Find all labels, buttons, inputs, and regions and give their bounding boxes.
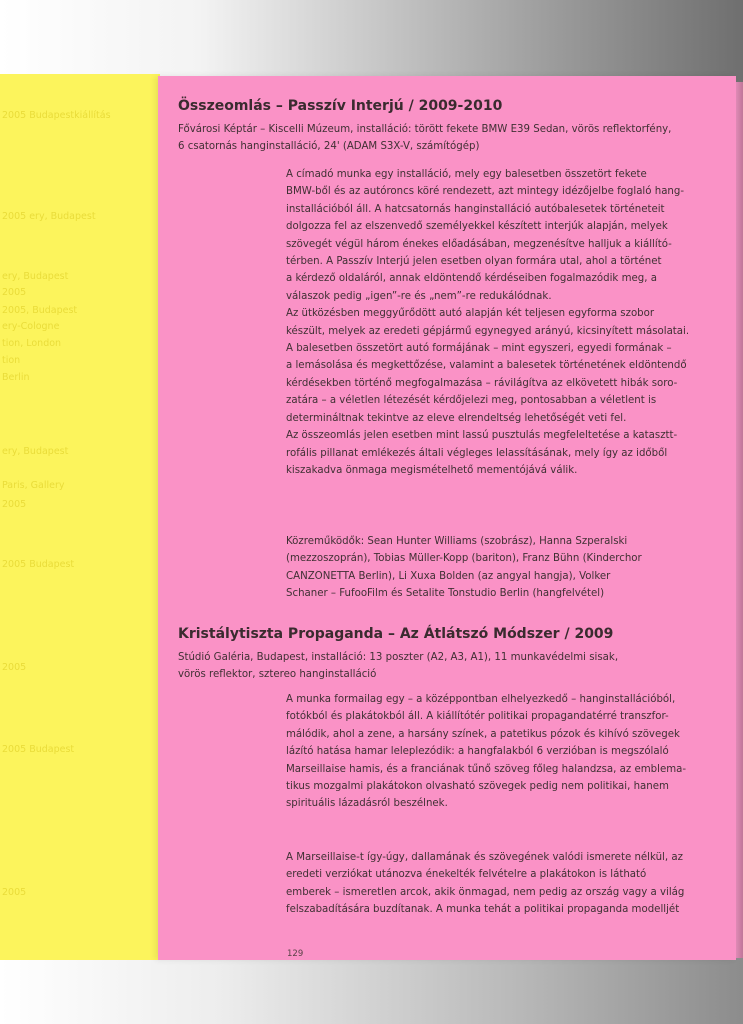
text-line: zatára – a véletlen létezését kérdőjelezi meg, pontosabban a véletlent is [286, 395, 657, 407]
left-page-text-fragment: Berlin [2, 372, 30, 383]
text-line: kiszakadva önmaga megismételhető mementójává válik. [286, 464, 578, 476]
text-line: emberek – ismeretlen arcok, akik önmagad, nem pedig az ország vagy a világ [286, 886, 685, 898]
meta-line: Fővárosi Képtár – Kiscelli Múzeum, installáció: törött fekete BMW E39 Sedan, vörös reflektorfény, [178, 124, 672, 135]
left-page-text-fragment: 2005, Budapest [2, 305, 78, 316]
left-page-text-fragment: 2005 [2, 662, 27, 673]
section-meta-osszeomlas [178, 121, 723, 155]
left-facing-page [0, 74, 160, 960]
left-page-text-fragment: ery-Cologne [2, 321, 60, 332]
left-page-text-fragment: ery, Budapest [2, 271, 69, 282]
text-line: tikus mozgalmi plakátokon olvasható szövegek pedig nem politikai, hanem [286, 781, 669, 793]
text-line: felszabadítására buzdítanak. A munka tehát a politikai propaganda modelljét [286, 904, 680, 916]
text-line: rofális pillanat emlékezés általi végleges lelassításának, mely így az időből [286, 447, 668, 459]
left-page-text-fragment: ery, Budapest [2, 446, 69, 457]
text-line: (mezzoszoprán), Tobias Müller-Kopp (bariton), Franz Bühn (Kinderchor [286, 553, 642, 565]
text-line: installációból áll. A hatcsatornás hanginstalláció autóbalesetek történeteit [286, 203, 665, 215]
text-line: A Marseillaise-t így-úgy, dallamának és szövegének valódi ismerete nélkül, az [286, 852, 683, 863]
left-page-text-fragment: Paris, Gallery [2, 480, 65, 491]
text-line: a lemásolása és megkettőzése, valamint a balesetek történetének eldöntendő [286, 360, 687, 372]
section-meta-kristalytiszta [178, 649, 723, 683]
text-line: A címadó munka egy installáció, mely egy balesetben összetört fekete [286, 169, 647, 180]
text-line: CANZONETTA Berlin), Li Xuxa Bolden (az angyal hangja), Volker [286, 570, 611, 582]
section-title-kristalytiszta: Kristálytiszta Propaganda – Az Átlátszó Módszer / 2009 [178, 626, 614, 642]
left-page-text-fragment: 2005 ery, Budapest [2, 211, 96, 222]
body-text-kristalytiszta [286, 691, 711, 813]
text-line: dolgozza fel az elszenvedő személyekkel készített interjúk alapján, melyek [286, 221, 668, 233]
meta-line: 6 csatornás hanginstalláció, 24' (ADAM S3X-V, számítógép) [178, 141, 480, 152]
right-page [158, 76, 736, 960]
left-page-text-fragment: tion, London [2, 338, 62, 349]
text-line: Az ütközésben meggyűrődött autó alapján két teljesen egyforma szobor [286, 308, 655, 320]
text-line: A munka formailag egy – a középpontban elhelyezkedő – hanginstallációból, [286, 694, 676, 705]
text-line: Schaner – FufooFilm és Setalite Tonstudio Berlin (hangfelvétel) [286, 588, 605, 600]
scan-shadow-bottom [0, 958, 743, 1024]
left-page-text-fragment: 2005 Budapest [2, 744, 75, 755]
text-line: spirituális lázadásról beszélnek. [286, 798, 448, 810]
section-title-osszeomlas: Összeomlás – Passzív Interjú / 2009-2010 [178, 98, 503, 114]
text-line: Közreműködők: Sean Hunter Williams (szobrász), Hanna Szperalski [286, 536, 628, 547]
body-text-kristalytiszta-cont [286, 849, 711, 919]
meta-line: Stúdió Galéria, Budapest, installáció: 13 poszter (A2, A3, A1), 11 munkavédelmi sisak, [178, 652, 619, 663]
page-number: 129 [287, 949, 304, 959]
text-line: málódik, ahol a zene, a harsány színek, a patetikus pózok és kihívó szövegek [286, 728, 680, 740]
contributors-osszeomlas [286, 533, 711, 603]
text-line: lázító hatása hamar leleplezódik: a hangfalakból 6 verzióban is megszólaló [286, 746, 669, 758]
text-line: Az összeomlás jelen esetben mint lassú pusztulás megfeleltetése a katasztt- [286, 430, 678, 442]
scan-shadow-top [0, 0, 743, 82]
left-page-text-fragment: 2005 [2, 287, 27, 298]
text-line: készült, melyek az eredeti gépjármű egynegyed arányú, kicsinyített másolatai. [286, 325, 690, 337]
left-page-text-fragment: 2005 [2, 499, 27, 510]
left-page-text-fragment: 2005 Budapestkiállítás [2, 110, 111, 121]
left-page-text-fragment: 2005 [2, 887, 27, 898]
text-line: fotókból és plakátokból áll. A kiállítótér politikai propagandatérré transzfor- [286, 711, 669, 723]
text-line: eredeti verziókat utánozva énekelték felvételre a plakátokon is látható [286, 869, 647, 881]
text-line: Marseillaise hamis, és a franciának tűnő szöveg főleg halandzsa, az emblema- [286, 763, 687, 775]
text-line: a kérdező oldaláról, annak eldöntendő kérdéseiben fogalmazódik meg, a [286, 273, 657, 285]
text-line: BMW-ből és az autóroncs köré rendezett, azt mintegy idézőjelbe foglaló hang- [286, 186, 685, 198]
text-line: A balesetben összetört autó formájának – mint egyszeri, egyedi formának – [286, 343, 672, 355]
text-line: szövegét végül három énekes előadásában, megzenésítve halljuk a kiállító- [286, 238, 672, 250]
meta-line: vörös reflektor, sztereo hanginstalláció [178, 669, 377, 680]
text-line: térben. A Passzív Interjú jelen esetben olyan formára utal, ahol a történet [286, 256, 662, 268]
left-page-text-fragment: tion [2, 355, 21, 366]
body-text-osszeomlas [286, 166, 711, 479]
text-line: determináltnak tekintve az eleve elrendeltség lehetőségét veti fel. [286, 412, 627, 424]
text-line: kérdésekben történő megfogalmazása – rávilágítva az elkövetett hibák soro- [286, 377, 678, 389]
left-page-text-fragment: 2005 Budapest [2, 559, 75, 570]
text-line: válaszok pedig „igen”-re és „nem”-re redukálódnak. [286, 290, 552, 302]
page-edge [736, 82, 743, 958]
